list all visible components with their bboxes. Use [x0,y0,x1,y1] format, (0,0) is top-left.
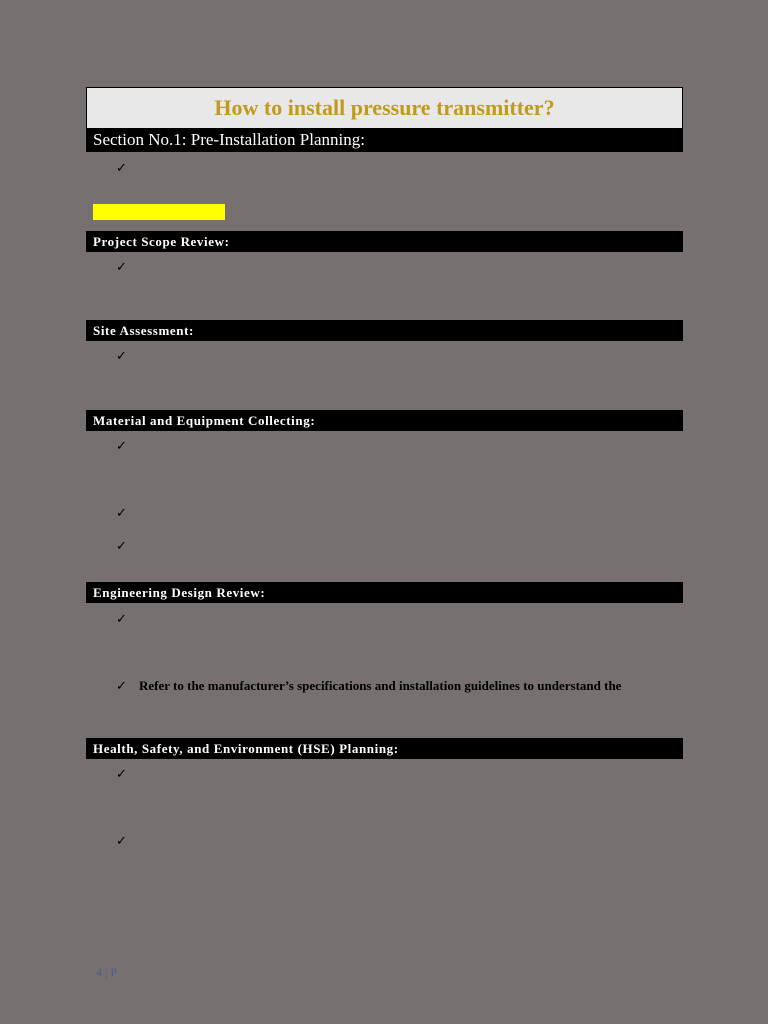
title-box [86,87,683,129]
highlight-mark [93,204,225,220]
subsection-bar-material-equipment [86,410,683,431]
document-title: How to install pressure transmitter? [214,95,555,120]
subsection-label: Health, Safety, and Environment (HSE) Planning: [93,740,399,756]
subsection-bar-engineering-design [86,582,683,603]
subsection-bar-hse-planning [86,738,683,759]
subsection-label: Site Assessment: [93,322,194,338]
checkmark-icon: ✓ [116,260,127,275]
subsection-label: Engineering Design Review: [93,584,266,600]
page-number: 4 | P [96,965,118,979]
section-heading-bar [86,128,683,152]
checkmark-icon: ✓ [116,612,127,627]
checkmark-icon: ✓ [116,539,127,554]
section-heading: Section No.1: Pre-Installation Planning: [93,130,365,149]
checkmark-icon: ✓ [116,439,127,454]
checkmark-icon: ✓ [116,679,127,694]
subsection-bar-project-scope [86,231,683,252]
bullet-text: Refer to the manufacturer’s specifications and installation guidelines to understand the [139,678,622,693]
checkmark-icon: ✓ [116,161,127,176]
checkmark-icon: ✓ [116,834,127,849]
checkmark-icon: ✓ [116,767,127,782]
subsection-label: Material and Equipment Collecting: [93,412,316,428]
subsection-label: Project Scope Review: [93,233,230,249]
subsection-bar-site-assessment [86,320,683,341]
checkmark-icon: ✓ [116,506,127,521]
checkmark-icon: ✓ [116,349,127,364]
